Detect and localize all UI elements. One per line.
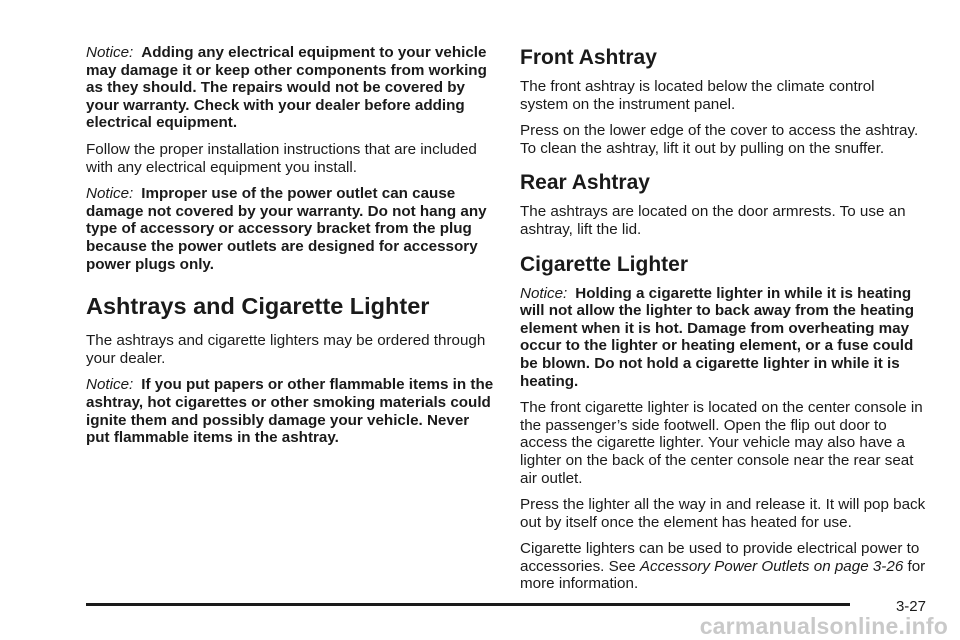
notice-label: Notice: <box>86 376 134 394</box>
lighter-accessories-paragraph <box>520 540 926 593</box>
left-column <box>86 44 494 456</box>
notice-label: Notice: <box>86 44 134 61</box>
notice-text: Adding any electrical equipment to your vehicle may damage it or keep other components from working as they should. The repairs would not be covered by your warranty. Check with your dealer before adding electrical equipment. <box>86 44 487 132</box>
subheading-cigarette-lighter: Cigarette Lighter <box>520 252 689 276</box>
rear-ashtray-paragraph: The ashtrays are located on the door armrests. To use an ashtray, lift the lid. <box>520 203 906 238</box>
subheading-front-ashtray: Front Ashtray <box>520 46 657 69</box>
notice-power-outlet <box>86 185 494 273</box>
lighter-location-paragraph: The front cigarette lighter is located on the center console in the passenger’s side footwell. Open the flip out door to access the cigarette lighter. Your vehicle may also have a lighter on the back of the center console near the rear seat air outlet. <box>520 399 923 487</box>
section-heading-ashtrays-lighter: Ashtrays and Cigarette Lighter <box>86 293 430 320</box>
front-ashtray-location-paragraph: The front ashtray is located below the climate control system on the instrument panel. <box>520 78 875 113</box>
notice-text: If you put papers or other flammable items in the ashtray, hot cigarettes or other smoking materials could ignite them and possibly damage your vehicle. Never put flammable items in the ashtray. <box>86 376 494 447</box>
front-ashtray-access-paragraph: Press on the lower edge of the cover to access the ashtray. To clean the ashtray, lift it out by pulling on the snuffer. <box>520 122 919 157</box>
page-number: 3-27 <box>895 598 926 615</box>
notice-flammable-items <box>86 376 494 446</box>
notice-text: Holding a cigarette lighter in while it is heating will not allow the lighter to back away from the heating element when it is hot. Damage from overheating may occur to the lighter or heating element, or a fuse could be blown. Do not hold a cigarette lighter in while it is heating. <box>520 284 915 390</box>
notice-electrical-equipment <box>86 44 494 132</box>
watermark: carmanualsonline.info <box>699 613 948 639</box>
notice-cigarette-lighter <box>520 285 926 391</box>
notice-label: Notice: <box>520 284 568 302</box>
ashtrays-ordered-paragraph: The ashtrays and cigarette lighters may be ordered through your dealer. <box>86 332 486 367</box>
right-column <box>520 44 926 602</box>
lighter-accessories-text: Cigarette lighters can be used to provide electrical power to accessories. See <box>520 540 920 575</box>
notice-text: Improper use of the power outlet can cause damage not covered by your warranty. Do not hang any type of accessory or accessory bracket from the plug because the power outlets are designed for accessory power plugs only. <box>86 185 487 273</box>
lighter-accessories-text-end: for more information. <box>520 557 926 593</box>
installation-instructions-paragraph: Follow the proper installation instructions that are included with any electrical equipment you install. <box>86 140 477 176</box>
subheading-rear-ashtray: Rear Ashtray <box>520 171 650 195</box>
footer-rule <box>86 603 850 606</box>
lighter-use-paragraph: Press the lighter all the way in and release it. It will pop back out by itself once the element has heated for use. <box>520 496 926 531</box>
page-reference-link[interactable]: Accessory Power Outlets on page 3-26 <box>639 557 904 575</box>
notice-label: Notice: <box>86 185 134 203</box>
